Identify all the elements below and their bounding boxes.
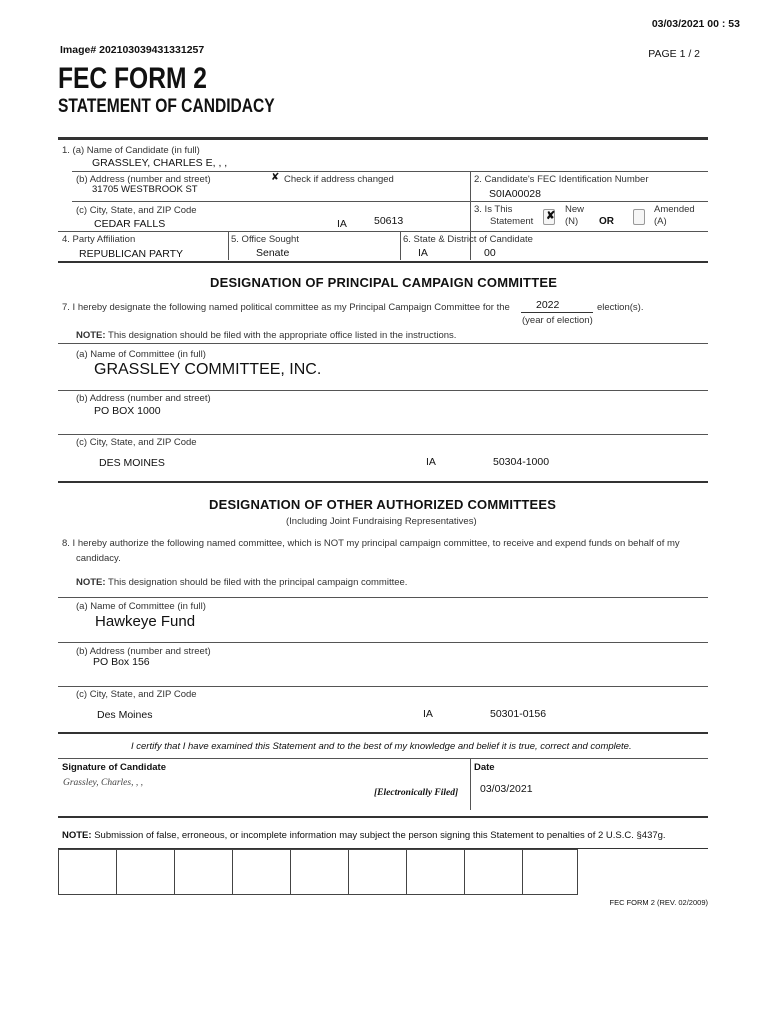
address-changed-label: Check if address changed xyxy=(284,174,394,185)
principal-zip: 50304-1000 xyxy=(493,456,550,468)
other-statement-2: candidacy. xyxy=(76,553,121,564)
office-use-cell xyxy=(464,849,522,895)
fec-id-label: 2. Candidate's FEC Identification Number xyxy=(474,174,649,185)
new-label: New xyxy=(565,204,585,215)
candidate-city-label: (c) City, State, and ZIP Code xyxy=(76,205,197,216)
form-subtitle: STATEMENT OF CANDIDACY xyxy=(58,96,275,117)
candidate-address-label: (b) Address (number and street) xyxy=(76,174,211,185)
principal-address-label: (b) Address (number and street) xyxy=(76,393,211,404)
year-caption: (year of election) xyxy=(522,315,593,326)
form-revision: FEC FORM 2 (REV. 02/2009) xyxy=(609,898,708,907)
district: 00 xyxy=(484,247,496,259)
party-label: 4. Party Affiliation xyxy=(62,234,136,245)
rule xyxy=(470,171,471,260)
candidate-address: 31705 WESTBROOK ST xyxy=(92,184,198,195)
rule xyxy=(400,231,401,260)
amended-label-2: (A) xyxy=(654,216,667,227)
principal-note: NOTE: This designation should be filed with the appropriate office listed in the instructions. xyxy=(76,330,457,341)
signature: Grassley, Charles, , , xyxy=(63,778,143,788)
timestamp: 03/03/2021 00 : 53 xyxy=(651,18,740,30)
principal-statement: 7. I hereby designate the following named political committee as my Principal Campaign Committee for the xyxy=(62,302,510,313)
address-changed-checkbox[interactable]: ✘ xyxy=(271,172,280,183)
election-suffix: election(s). xyxy=(597,302,644,313)
electronically-filed: [Electronically Filed] xyxy=(374,788,459,798)
rule xyxy=(58,261,708,263)
office-use-cell xyxy=(58,849,116,895)
election-year: 2022 xyxy=(536,299,560,311)
form-title: FEC FORM 2 xyxy=(58,62,207,95)
district-label: 6. State & District of Candidate xyxy=(403,234,533,245)
other-statement: 8. I hereby authorize the following named committee, which is NOT my principal campaign committee, to receive and expend funds on behalf of my xyxy=(62,538,680,549)
rule xyxy=(58,231,708,232)
other-note: NOTE: This designation should be filed with the principal campaign committee. xyxy=(76,577,408,588)
other-address: PO Box 156 xyxy=(93,656,150,668)
fec-id: S0IA00028 xyxy=(489,188,541,200)
rule xyxy=(58,816,708,818)
other-name-label: (a) Name of Committee (in full) xyxy=(76,601,206,612)
rule xyxy=(72,201,708,202)
rule xyxy=(58,434,708,435)
office-use-cell xyxy=(348,849,406,895)
candidate-zip: 50613 xyxy=(374,215,404,227)
amended-label: Amended xyxy=(654,204,695,215)
image-id: Image# 202103039431331257 xyxy=(60,44,205,56)
other-name: Hawkeye Fund xyxy=(95,613,196,630)
office-use-cell xyxy=(522,849,578,895)
rule xyxy=(228,231,229,260)
rule xyxy=(521,312,593,313)
new-label-2: (N) xyxy=(565,216,579,227)
date-label: Date xyxy=(474,762,495,773)
principal-city-label: (c) City, State, and ZIP Code xyxy=(76,437,197,448)
new-check-mark: ✘ xyxy=(546,210,556,222)
amended-checkbox[interactable] xyxy=(633,209,645,225)
rule xyxy=(58,642,708,643)
rule xyxy=(58,343,708,344)
rule xyxy=(58,732,708,734)
principal-city: DES MOINES xyxy=(99,457,165,469)
rule xyxy=(72,171,708,172)
page-number: PAGE 1 / 2 xyxy=(648,48,700,60)
candidate-city: CEDAR FALLS xyxy=(94,218,166,230)
office-label: 5. Office Sought xyxy=(231,234,299,245)
or-label: OR xyxy=(599,216,614,227)
date: 03/03/2021 xyxy=(480,783,533,795)
principal-heading: DESIGNATION OF PRINCIPAL CAMPAIGN COMMITTEE xyxy=(210,275,558,290)
office: Senate xyxy=(256,247,290,259)
other-heading: DESIGNATION OF OTHER AUTHORIZED COMMITTEES xyxy=(209,497,557,512)
rule xyxy=(58,597,708,598)
principal-name-label: (a) Name of Committee (in full) xyxy=(76,349,206,360)
candidate-name-label: 1. (a) Name of Candidate (in full) xyxy=(62,145,200,156)
rule xyxy=(58,390,708,391)
office-use-cell xyxy=(116,849,174,895)
other-subheading: (Including Joint Fundraising Representatives) xyxy=(286,516,477,527)
rule xyxy=(58,758,708,759)
certification-text: I certify that I have examined this Statement and to the best of my knowledge and belief it is true, correct and complete. xyxy=(131,741,632,752)
office-use-cell xyxy=(406,849,464,895)
office-use-cell xyxy=(174,849,232,895)
rule xyxy=(470,758,471,810)
principal-name: GRASSLEY COMMITTEE, INC. xyxy=(94,361,322,378)
office-use-cell xyxy=(290,849,348,895)
footer-note: NOTE: Submission of false, erroneous, or incomplete information may subject the person signing this Statement to penalties of 2 U.S.C. §437g. xyxy=(62,830,666,841)
other-city-label: (c) City, State, and ZIP Code xyxy=(76,689,197,700)
signature-label: Signature of Candidate xyxy=(62,762,166,773)
district-state: IA xyxy=(418,247,428,259)
rule xyxy=(58,686,708,687)
office-use-cell xyxy=(232,849,290,895)
statement-label: 3. Is This xyxy=(474,204,513,215)
other-city: Des Moines xyxy=(97,709,153,721)
rule xyxy=(58,481,708,483)
party: REPUBLICAN PARTY xyxy=(79,248,184,260)
principal-address: PO BOX 1000 xyxy=(94,405,161,417)
candidate-name: GRASSLEY, CHARLES E, , , xyxy=(92,157,228,169)
statement-label-2: Statement xyxy=(490,216,534,227)
title-rule xyxy=(58,137,708,140)
other-zip: 50301-0156 xyxy=(490,708,547,720)
other-state: IA xyxy=(423,708,433,720)
principal-state: IA xyxy=(426,456,436,468)
candidate-state: IA xyxy=(337,218,347,230)
other-address-label: (b) Address (number and street) xyxy=(76,646,211,657)
